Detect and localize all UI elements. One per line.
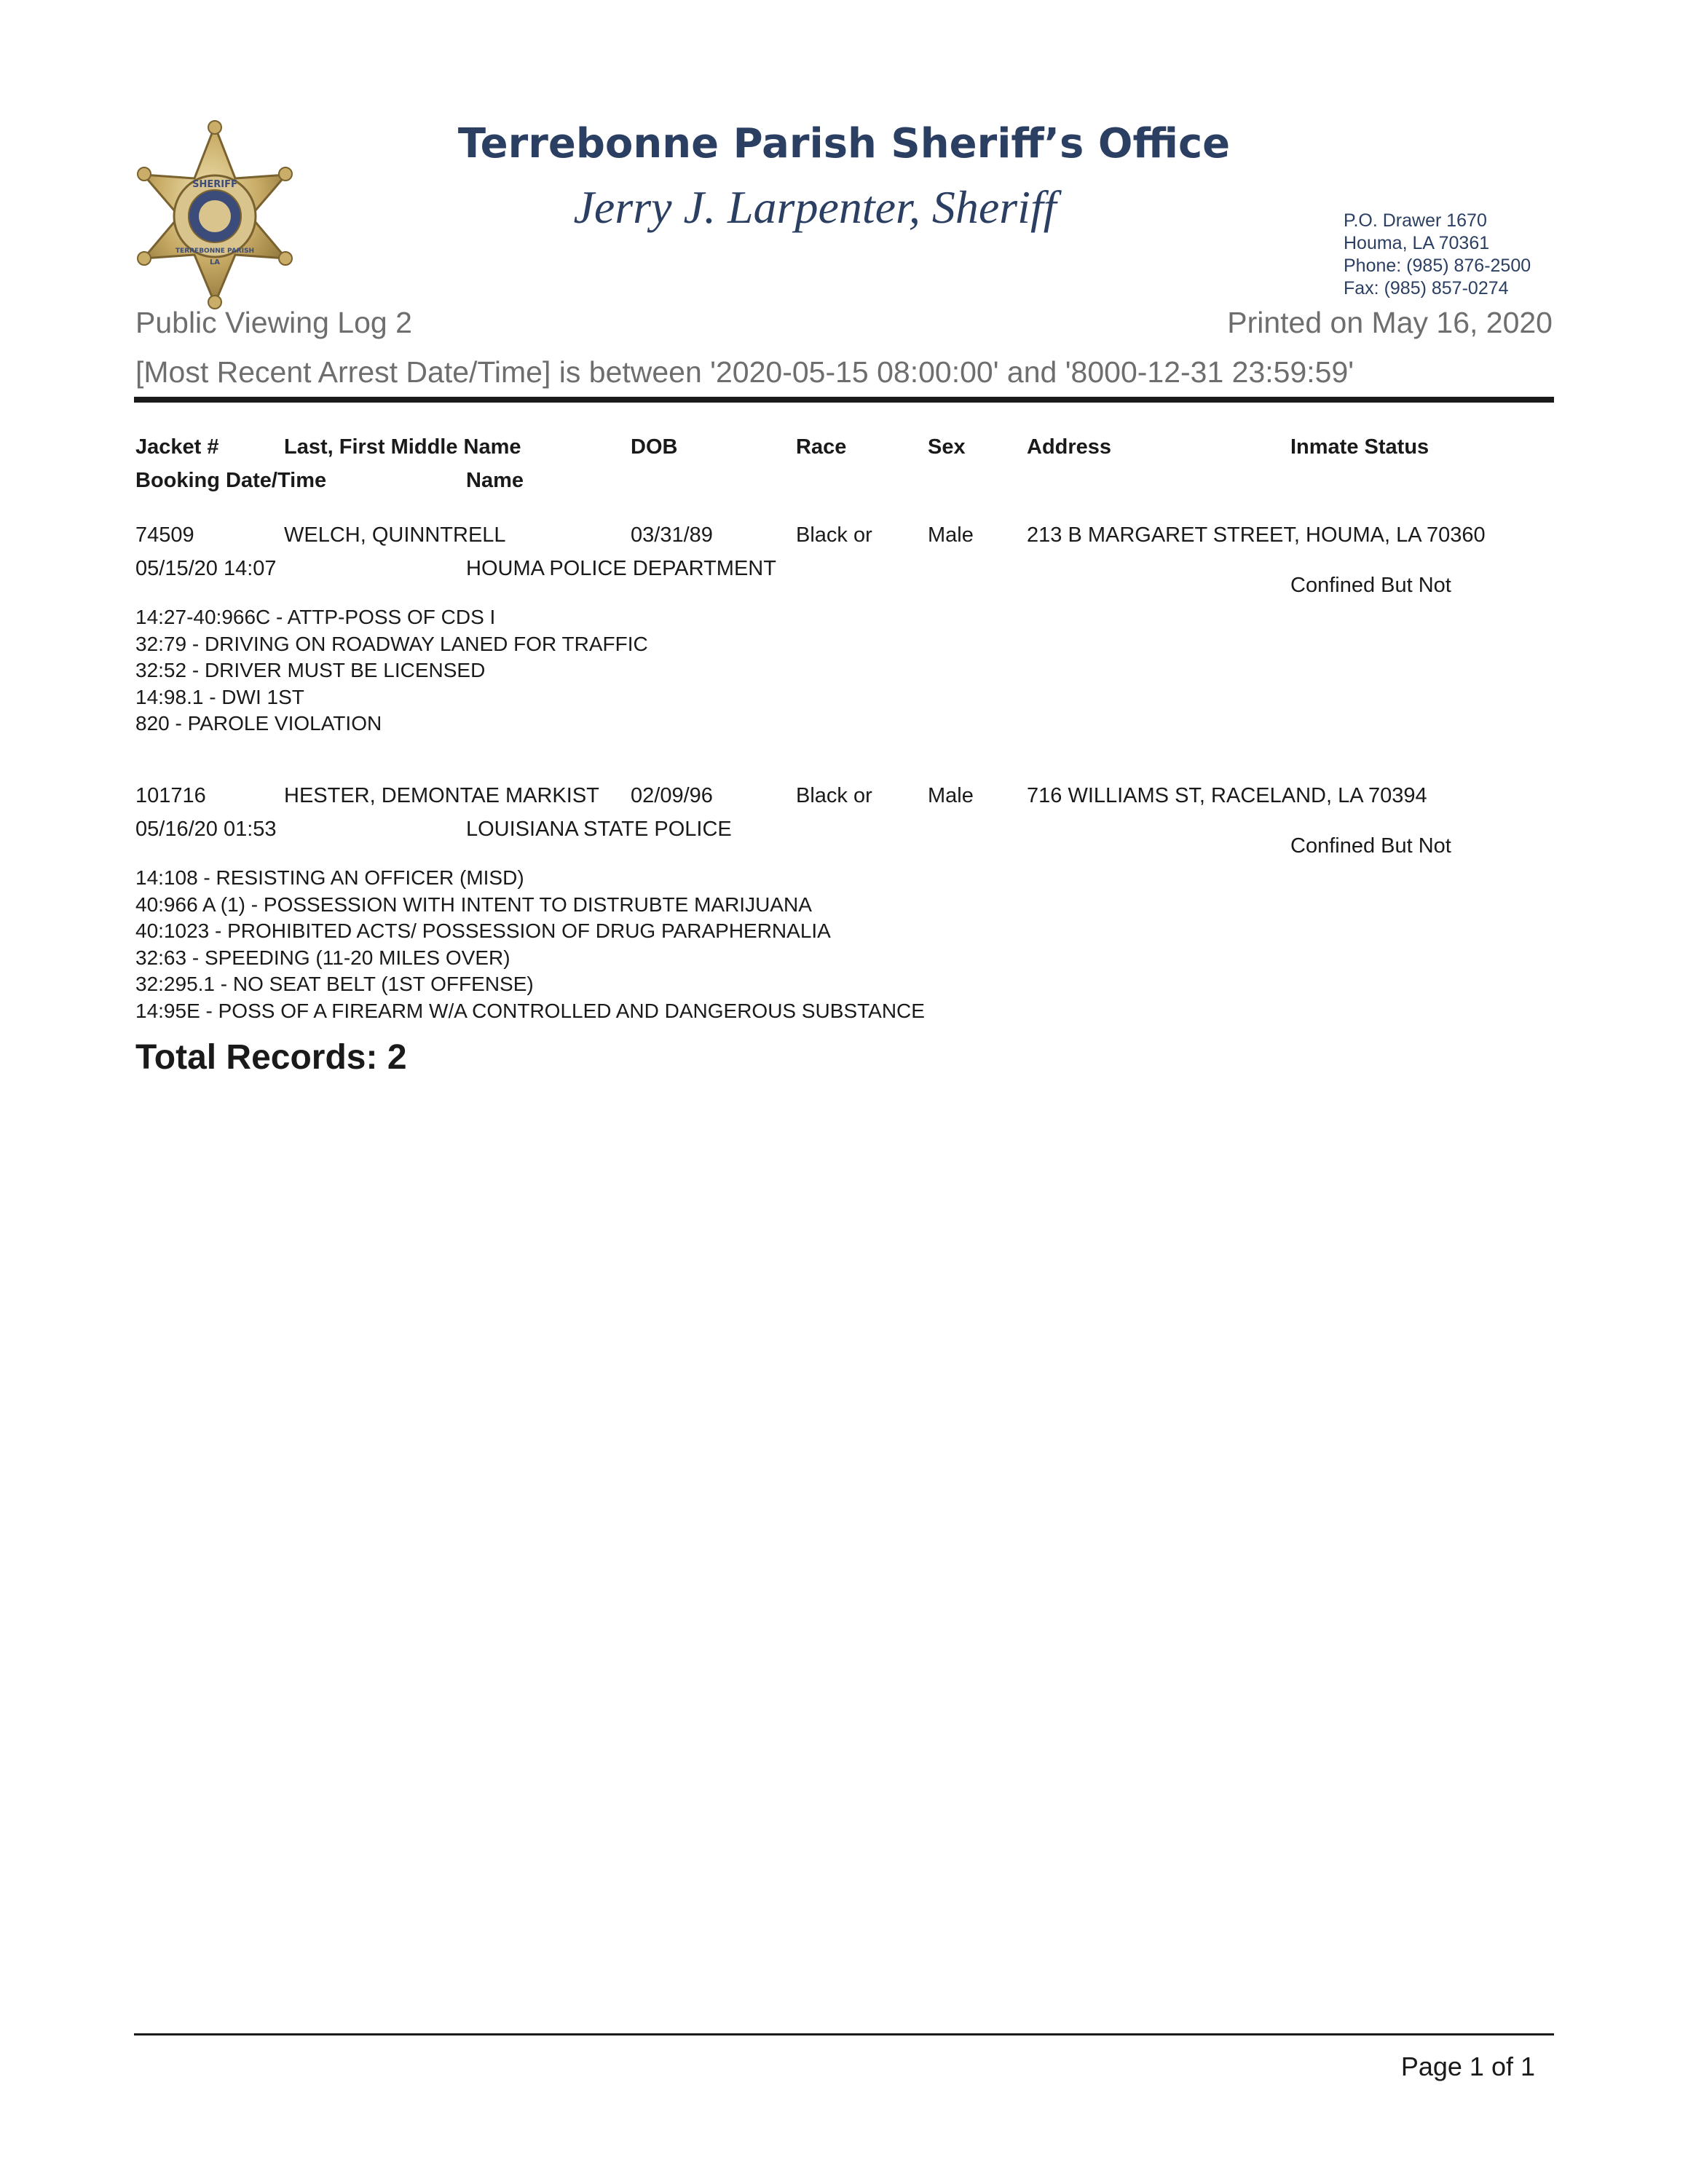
record-name: HESTER, DEMONTAE MARKIST (284, 784, 599, 807)
charge-item: 32:295.1 - NO SEAT BELT (1ST OFFENSE) (135, 973, 534, 995)
charge-item: 820 - PAROLE VIOLATION (135, 712, 382, 735)
col-sex: Sex (928, 435, 966, 459)
contact-line: Fax: (985) 857-0274 (1344, 278, 1509, 298)
record-name: WELCH, QUINNTRELL (284, 523, 506, 547)
col-booking: Booking Date/Time (135, 469, 327, 492)
badge-point (138, 252, 151, 265)
charge-item: 14:95E - POSS OF A FIREARM W/A CONTROLLED AND DANGEROUS SUBSTANCE (135, 999, 925, 1022)
record-race: Black or (796, 523, 872, 547)
col-inmate-status: Inmate Status (1290, 435, 1429, 459)
badge-bottom-text: TERREBONNE PARISH (175, 248, 255, 255)
charge-item: 14:108 - RESISTING AN OFFICER (MISD) (135, 866, 524, 889)
page-number: Page 1 of 1 (1400, 2052, 1535, 2081)
charge-item: 40:966 A (1) - POSSESSION WITH INTENT TO DISTRUBTE MARIJUANA (135, 893, 812, 916)
record-charges (135, 604, 648, 737)
col-jacket: Jacket # (135, 435, 219, 459)
record-race: Black or (796, 784, 872, 807)
charge-item: 14:27-40:966C - ATTP-POSS OF CDS I (135, 606, 496, 628)
charge-item: 40:1023 - PROHIBITED ACTS/ POSSESSION OF DRUG PARAPHERNALIA (135, 919, 831, 942)
record-status: Confined But Not (1290, 834, 1451, 858)
badge-top-text: SHERIFF (192, 179, 237, 190)
contact-block (1344, 210, 1531, 300)
col-dob: DOB (631, 435, 678, 459)
record-agency: LOUISIANA STATE POLICE (466, 818, 732, 841)
col-name: Last, First Middle Name (284, 435, 521, 459)
charge-item: 32:52 - DRIVER MUST BE LICENSED (135, 659, 486, 681)
record-agency: HOUMA POLICE DEPARTMENT (466, 557, 776, 580)
footer-divider (134, 2033, 1554, 2035)
col-agency: Name (466, 469, 524, 492)
sheriff-name: Jerry J. Larpenter, Sheriff (573, 181, 1057, 233)
record-address: 716 WILLIAMS ST, RACELAND, LA 70394 (1027, 784, 1427, 807)
record-jacket: 101716 (135, 784, 206, 807)
badge-point (279, 167, 292, 181)
report-criteria: [Most Recent Arrest Date/Time] is between '2020-05-15 08:00:00' and '8000-12-31 23:59:59' (135, 355, 1354, 389)
badge-point (279, 252, 292, 265)
org-title: Terrebonne Parish Sheriff’s Office (457, 120, 1231, 167)
record-sex: Male (928, 784, 974, 807)
contact-line: Phone: (985) 876-2500 (1344, 256, 1531, 276)
printed-date: Printed on May 16, 2020 (1227, 306, 1553, 339)
charge-item: 32:79 - DRIVING ON ROADWAY LANED FOR TRAFFIC (135, 632, 648, 655)
record-dob: 03/31/89 (631, 523, 713, 547)
record-jacket: 74509 (135, 523, 194, 547)
header-divider (134, 397, 1554, 403)
record-charges (135, 865, 925, 1024)
record-status: Confined But Not (1290, 574, 1451, 597)
record-address: 213 B MARGARET STREET, HOUMA, LA 70360 (1027, 523, 1486, 547)
record-sex: Male (928, 523, 974, 547)
badge-point (138, 167, 151, 181)
badge-state-text: LA (209, 258, 221, 266)
col-race: Race (796, 435, 847, 459)
record-booking: 05/15/20 14:07 (135, 557, 277, 580)
contact-line: P.O. Drawer 1670 (1344, 210, 1487, 231)
record-dob: 02/09/96 (631, 784, 713, 807)
col-address: Address (1027, 435, 1112, 459)
total-records: Total Records: 2 (135, 1038, 407, 1077)
record-booking: 05/16/20 01:53 (135, 818, 277, 841)
charge-item: 32:63 - SPEEDING (11-20 MILES OVER) (135, 946, 510, 969)
charge-item: 14:98.1 - DWI 1ST (135, 685, 304, 708)
report-title: Public Viewing Log 2 (135, 306, 412, 339)
contact-line: Houma, LA 70361 (1344, 233, 1490, 253)
